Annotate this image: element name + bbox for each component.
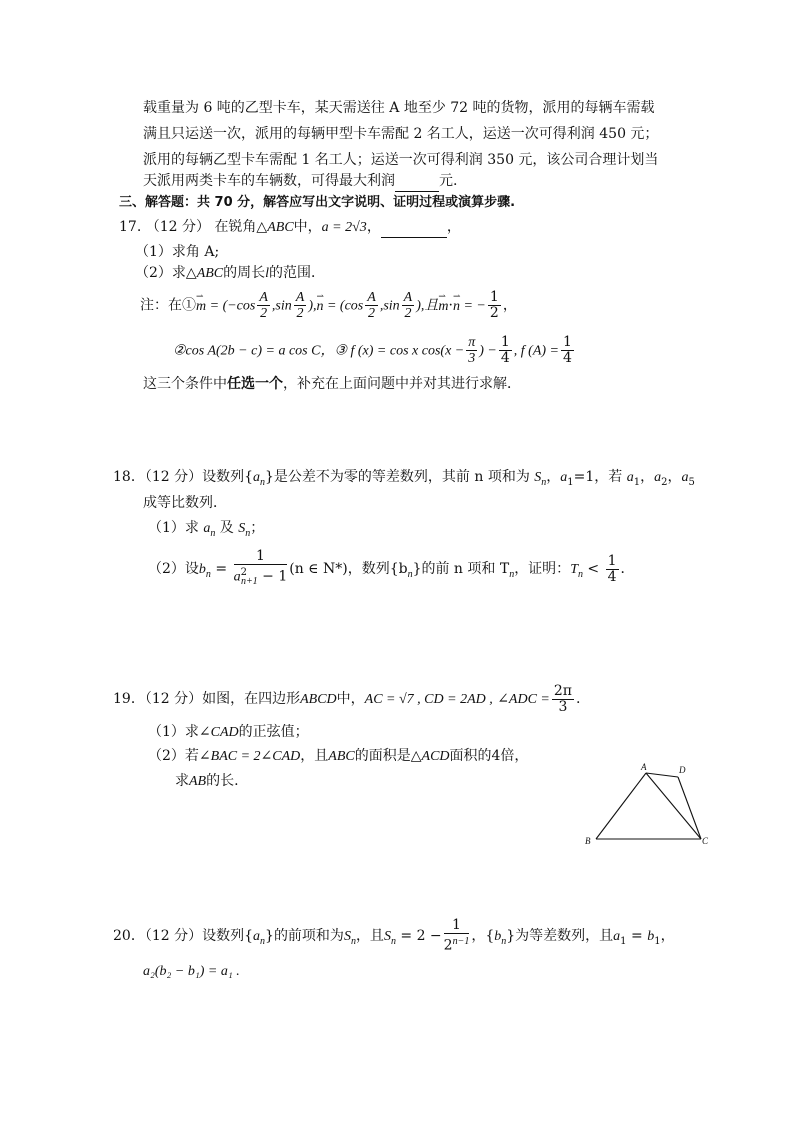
intro-line-4-text: 天派用两类卡车的车辆数，可得最大利润 — [143, 173, 395, 189]
frac-num: A — [403, 290, 413, 305]
q18-part1-text-2: 及 — [215, 520, 239, 536]
q19-part2 — [148, 746, 528, 767]
q18-sep: ， — [667, 469, 682, 485]
q18-end: ． — [620, 561, 635, 578]
frac-den — [234, 565, 288, 589]
sub-n: n — [407, 569, 413, 581]
vector-n: ⇀ n — [453, 292, 460, 322]
q17-stem-text: 在锐角△ — [214, 219, 268, 235]
frac-num: 1 — [444, 918, 470, 934]
fraction-one-quarter — [606, 554, 619, 585]
q20-text: 设数列 — [202, 928, 245, 944]
segment-AB: AB — [189, 774, 207, 789]
sub-n: n — [205, 569, 211, 581]
q17-fA: , f (A) = — [513, 343, 559, 359]
q18-number: 18． — [113, 469, 145, 485]
q17-condition-a: a = 2√3 — [321, 220, 367, 235]
q17-part2-text: （2）求△ — [135, 265, 197, 281]
triangle-ACD: ACD — [421, 749, 450, 764]
frac-num: 1 — [607, 552, 617, 569]
q17-part2-text-2: 的周长 — [223, 265, 266, 281]
frac-den: 2 — [260, 306, 268, 321]
q17-blank — [381, 217, 447, 238]
sub-1: 1 — [654, 935, 661, 947]
q17-stem — [119, 217, 461, 238]
frac-num: 1 — [500, 334, 510, 350]
q19-part2-text-4: 面积的4倍， — [449, 748, 529, 764]
fraction-2pi-over-3 — [552, 684, 574, 715]
q20-end: ， — [660, 928, 675, 944]
q17-c1-close: ), — [308, 298, 317, 314]
fraction-one-quarter — [561, 335, 574, 366]
sub-n: n — [245, 527, 251, 539]
dot-operator: · — [448, 297, 453, 314]
sub-2: 2 — [661, 476, 668, 488]
vector-m: ⇀ m — [438, 292, 448, 322]
frac-num: A — [367, 290, 376, 305]
sub-n: n — [390, 935, 396, 947]
q17-c1-n-eq: = (cos — [323, 298, 364, 314]
q19-part1-text-2: 的正弦值； — [238, 724, 309, 740]
q17-stem-text-2: 中， — [293, 219, 322, 235]
q20-stem: 20．（12 分）设数列$\{a_n\}$的前项和为$S_n$，且$S_n = 2$ − $\frac{1}{2^{n-1}}$ ，$\{b_n\}$为等差数列，且$a_1 = b_1$， — [113, 917, 675, 954]
exp-n-minus-1: n−1 — [452, 936, 470, 948]
frac-den: 3 — [558, 698, 568, 715]
q17-sin: ,sin — [271, 298, 292, 314]
q17-number: 17. — [119, 219, 142, 235]
fraction-a-over-2 — [294, 290, 307, 321]
quadrilateral-figure — [580, 760, 715, 850]
fraction-one-quarter — [499, 335, 512, 366]
sum-S: S — [238, 521, 246, 536]
label-A: A — [641, 762, 647, 772]
frac-num: 2π — [553, 682, 572, 699]
q20-eq: = 2 − — [395, 928, 442, 944]
q19-stem — [113, 682, 580, 717]
sub-n: n — [541, 476, 547, 488]
segment-AC — [646, 773, 701, 839]
q17-stem-end: ， — [446, 219, 461, 235]
q17-sin: ,sin — [379, 298, 400, 314]
answer-blank — [395, 171, 439, 192]
q19-part2-text-3: 的面积是△ — [354, 748, 422, 764]
frac-num: π — [468, 335, 476, 350]
q18-part2-text: （2）设 — [148, 561, 199, 578]
q17-part2-text-3: 的范围． — [269, 265, 326, 281]
q18-part2-text-3: }的前 n 项和 T — [412, 561, 510, 578]
seq-a: a — [203, 521, 211, 536]
q19-part2-b — [175, 771, 239, 792]
seq-b: b — [494, 929, 502, 944]
label-B: B — [585, 836, 591, 846]
frac-num: 1 — [563, 334, 572, 350]
q18-stem — [113, 467, 695, 493]
q18-text-2: }是公差不为零的等差数列，其前 n 项和为 — [265, 469, 535, 485]
intro-line-2: 满且只运送一次，派用的每辆甲型卡车需配 2 名工人，运送一次可得利润 450 元； — [143, 126, 659, 142]
seq-a: a — [253, 929, 261, 944]
fraction-bn — [234, 549, 288, 589]
term-b: b — [647, 929, 655, 944]
frac-num: 1 — [489, 289, 499, 305]
term-a: a — [681, 470, 689, 485]
q17-c3-minus: ) − — [479, 343, 497, 359]
sub-1: 1 — [567, 476, 574, 488]
q17-points: （12 分） — [145, 219, 210, 235]
frac-den: 2 — [296, 306, 304, 321]
q17-instruction-text-2: ，补充在上面问题中并对其进行求解． — [283, 376, 521, 392]
q18-text-3: =1，若 — [573, 469, 627, 485]
frac-den: 4 — [607, 568, 617, 585]
q18-part2 — [148, 549, 635, 594]
fraction-a-over-2 — [402, 290, 415, 321]
sub-1: 1 — [620, 935, 627, 947]
q20-text-4: 为等差数列，且 — [515, 928, 614, 944]
q17-instruction-emphasis: 任选一个 — [227, 376, 283, 392]
frac-den: 4 — [563, 350, 572, 366]
q18-part2-text-4: ，证明： — [514, 561, 571, 578]
quad-ABCD: ABCD — [300, 692, 337, 707]
q20-line-2: a₂(b₂ − b₁) = a₁ . — [143, 964, 240, 979]
vector-m: ⇀ m — [196, 292, 206, 322]
q17-part2 — [135, 263, 325, 284]
q18-sep: ， — [640, 469, 655, 485]
q18-points: （12 分） — [144, 469, 203, 485]
q18-text: 设数列{ — [202, 469, 254, 485]
q19-points: （12 分） — [144, 691, 203, 707]
q19-part2-text-6: 的长. — [206, 773, 239, 789]
triangle-ABC: ABC — [328, 749, 355, 764]
intro-line-3: 派用的每辆乙型卡车需配 1 名工人；运送一次可得利润 350 元，该公司合理计划当 — [143, 152, 659, 168]
q19-dot: . — [575, 691, 581, 707]
q19-text-2: 中， — [336, 691, 365, 707]
q17-c1-eq: = (−cos — [206, 298, 256, 314]
fraction-one-half — [488, 290, 501, 321]
sub-n: n — [260, 476, 266, 488]
term-a: a — [560, 470, 568, 485]
q18-part1-end: ； — [250, 520, 265, 536]
frac-num: 1 — [234, 549, 288, 565]
seq-a: a — [253, 470, 261, 485]
q19-number: 19． — [113, 691, 145, 707]
q18-stem-2: 成等比数列． — [143, 495, 227, 511]
equals: = — [626, 928, 648, 944]
sub-n: n — [501, 935, 507, 947]
minus-one: − 1 — [257, 568, 288, 585]
vector-n: ⇀ n — [316, 292, 323, 322]
q19-part1-text: （1）求 — [148, 724, 199, 740]
sum-S: S — [383, 929, 391, 944]
sum-S: S — [343, 929, 351, 944]
angle-CAD: ∠CAD — [198, 725, 239, 740]
q20-sep: ， — [471, 928, 486, 944]
q17-note-prefix: 注：在① — [140, 297, 196, 314]
frac-den: 3 — [468, 351, 476, 366]
q19-part1 — [148, 722, 309, 743]
segment-AD — [646, 773, 678, 777]
q18-part2-text-2: (n ∈ N*)，数列{b — [289, 561, 408, 578]
q17-condition-2-3 — [173, 335, 576, 367]
q19-angle: ∠ADC = — [497, 692, 550, 707]
sub-1: 1 — [633, 476, 641, 488]
frac-den: 4 — [500, 350, 510, 366]
fraction-a-over-2 — [257, 290, 270, 321]
term-a: a — [613, 929, 621, 944]
frac-num: A — [259, 290, 268, 305]
frac-den: 2 — [489, 305, 499, 321]
frac-den: 2 — [368, 306, 376, 321]
q17-c1-dot-eq: = − — [459, 298, 486, 314]
frac-den: 2 — [404, 306, 412, 321]
less-than: < — [582, 561, 604, 578]
q17-condition-1 — [140, 290, 517, 322]
term-a: a — [233, 569, 241, 585]
q17-perimeter-symbol: l — [265, 266, 270, 281]
fraction-a-over-2 — [365, 290, 378, 321]
sub-n: n — [509, 569, 515, 581]
label-C: C — [702, 836, 709, 846]
sub-n: n — [210, 527, 216, 539]
q19-text: 如图，在四边形 — [202, 691, 301, 707]
segment-AB — [596, 773, 646, 839]
label-D: D — [679, 765, 686, 775]
sub-n-plus-1: n+1 — [240, 576, 258, 588]
term-T: T — [570, 562, 578, 578]
q17-instruction-text: 这三个条件中 — [143, 376, 227, 392]
intro-line-4 — [143, 171, 457, 192]
q17-stem-sep: ， — [366, 219, 381, 235]
angle-relation: ∠BAC = 2∠CAD — [198, 749, 301, 764]
q20-number: 20． — [113, 928, 145, 944]
q18-part1 — [148, 518, 264, 544]
q19-part2-text: （2）若 — [148, 748, 199, 764]
q20-text-3: ，且 — [355, 928, 384, 944]
q19-part2-text-2: ，且 — [300, 748, 329, 764]
fraction-sn — [444, 918, 470, 954]
intro-line-1: 载重量为 6 吨的乙型卡车，某天需送往 A 地至少 72 吨的货物，派用的每辆车需载 — [143, 100, 655, 116]
fraction-pi-over-3 — [466, 335, 477, 366]
equals: = — [210, 561, 232, 578]
sub-n: n — [260, 935, 266, 947]
q20-points: （12 分） — [144, 928, 203, 944]
sup-2: 2 — [240, 567, 247, 578]
q17-c1-and: ),且 — [416, 298, 439, 314]
q18-sep: ， — [546, 469, 561, 485]
base-2: 2 — [443, 937, 453, 954]
q17-instruction — [143, 374, 521, 394]
q19-given: AC = √7 , CD = 2AD , — [364, 692, 493, 707]
q19-part2-text-5: 求 — [175, 773, 189, 789]
q17-c1-tail: ， — [502, 297, 517, 314]
section-header: 三、解答题：共 70 分，解答应写出文字说明、证明过程或演算步骤. — [119, 195, 516, 210]
sub-n: n — [577, 569, 583, 581]
sum-S: S — [534, 470, 542, 485]
segment-DC — [678, 777, 701, 839]
q17-triangle: ABC — [267, 220, 294, 235]
term-b: b — [198, 562, 206, 578]
q18-part1-text: （1）求 — [148, 520, 204, 536]
q17-part2-triangle: ABC — [196, 266, 224, 281]
term-a: a — [654, 470, 662, 485]
frac-num: A — [295, 290, 305, 305]
q20-text-2: 的前项和为 — [273, 928, 344, 944]
term-a: a — [626, 470, 634, 485]
q17-part1: （1）求角 A; — [135, 244, 220, 260]
sub-n: n — [350, 935, 356, 947]
frac-den — [444, 934, 470, 954]
sub-5: 5 — [688, 476, 695, 488]
q17-c2-c3: ②cos A(2b − c) = a cos C，③ f (x) = cos x cos(x − — [173, 343, 465, 359]
intro-line-4-unit: 元. — [439, 173, 458, 189]
